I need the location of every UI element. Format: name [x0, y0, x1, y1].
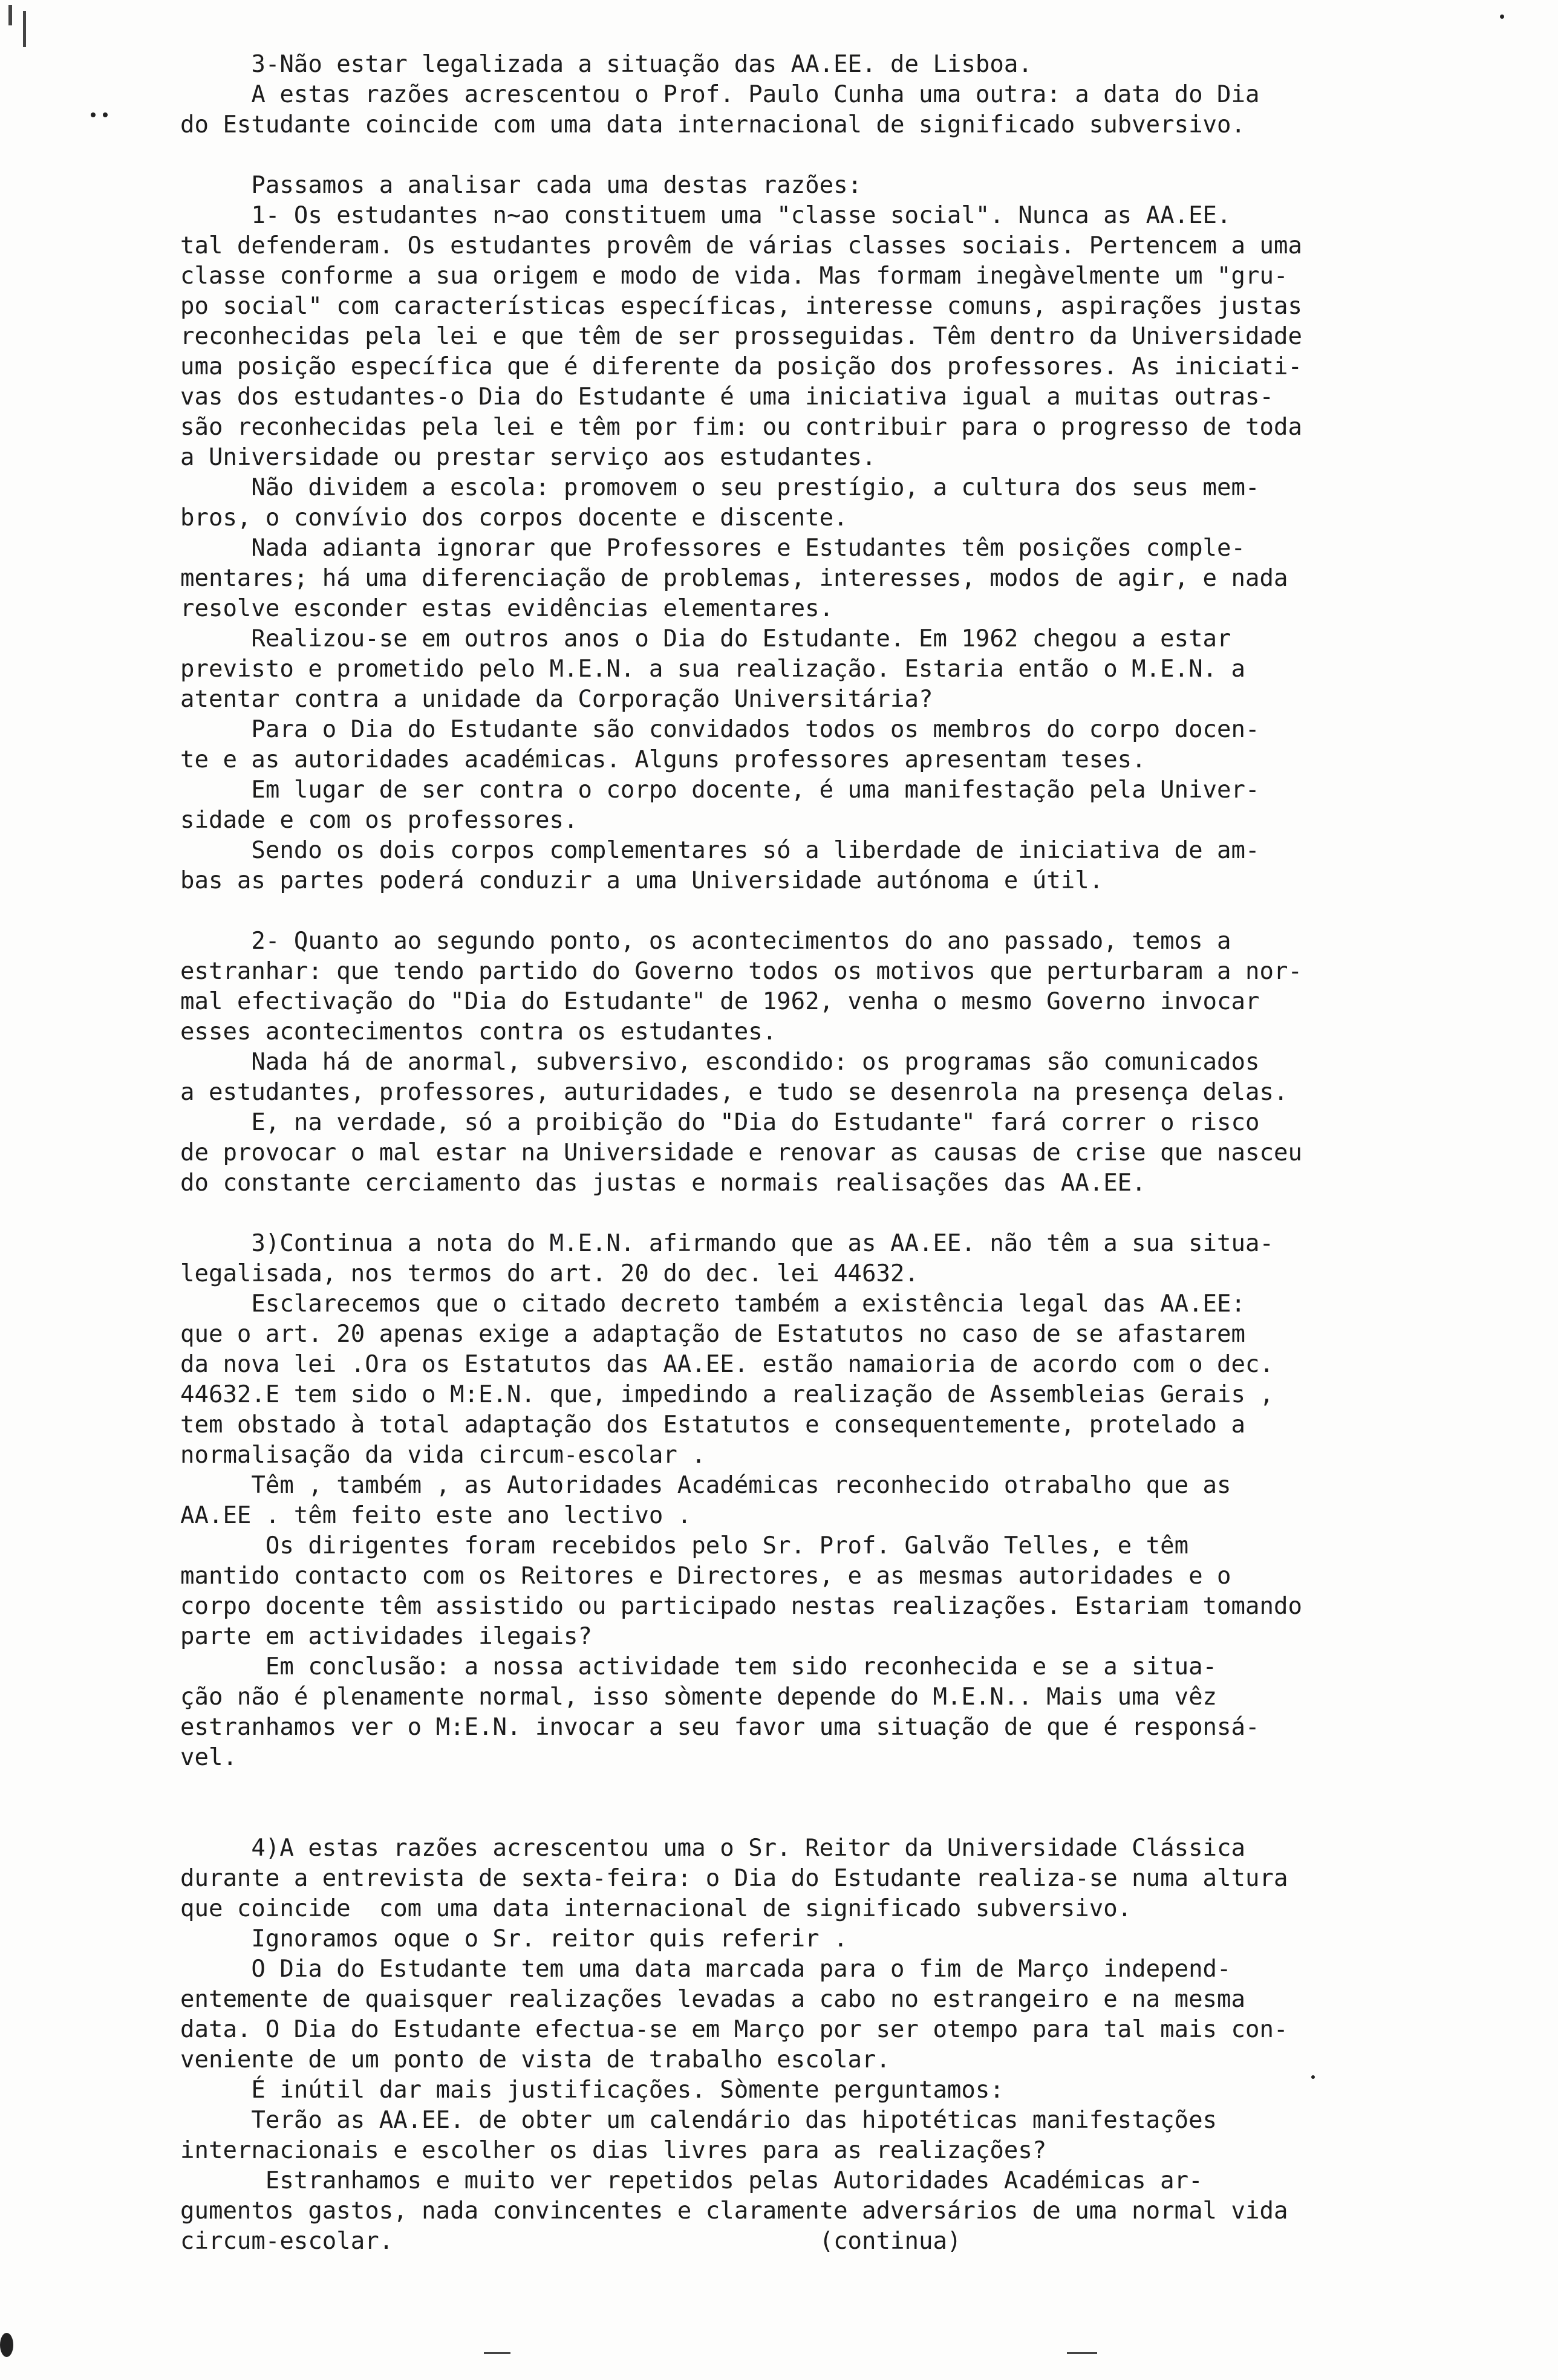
- text-line: circum-escolar. (continua): [180, 2228, 962, 2255]
- text-line: Para o Dia do Estudante são convidados todos os membros do corpo docen-: [180, 716, 1260, 743]
- text-line: são reconhecidas pela lei e têm por fim: ou contribuir para o progresso de toda: [180, 414, 1302, 441]
- text-line: te e as autoridades académicas. Alguns professores apresentam teses.: [180, 746, 1146, 773]
- text-line: mal efectivação do "Dia do Estudante" de 1962, venha o mesmo Governo invocar: [180, 988, 1260, 1015]
- text-line: gumentos gastos, nada convincentes e claramente adversários de uma normal vida: [180, 2197, 1288, 2225]
- text-line: internacionais e escolher os dias livres para as realizações?: [180, 2137, 1047, 2164]
- text-line: uma posição específica que é diferente da posição dos professores. As iniciati-: [180, 353, 1302, 380]
- text-line: durante a entrevista de sexta-feira: o Dia do Estudante realiza-se numa altura: [180, 1865, 1288, 1892]
- text-line: Não dividem a escola: promovem o seu prestígio, a cultura dos seus mem-: [180, 474, 1260, 501]
- text-line: atentar contra a unidade da Corporação Universitária?: [180, 686, 933, 713]
- text-line: Os dirigentes foram recebidos pelo Sr. Prof. Galvão Telles, e têm: [180, 1532, 1189, 1559]
- text-line: esses acontecimentos contra os estudantes.: [180, 1018, 777, 1045]
- text-line: parte em actividades ilegais?: [180, 1623, 592, 1650]
- text-line: A estas razões acrescentou o Prof. Paulo Cunha uma outra: a data do Dia: [180, 81, 1260, 108]
- text-line: [180, 140, 1468, 171]
- scan-speck: [0, 2333, 13, 2357]
- text-line: bros, o convívio dos corpos docente e discente.: [180, 504, 848, 532]
- text-line: corpo docente têm assistido ou participado nestas realizações. Estariam tomando: [180, 1593, 1302, 1620]
- text-line: vel.: [180, 1744, 237, 1771]
- scan-speck: [103, 112, 108, 117]
- text-line: Passamos a analisar cada uma destas razões:: [180, 172, 862, 199]
- text-line: O Dia do Estudante tem uma data marcada para o fim de Março independ-: [180, 1956, 1231, 1983]
- scan-speck: [1500, 15, 1504, 19]
- text-line: [180, 1773, 1468, 1803]
- document-text: [180, 50, 1468, 2257]
- text-line: legalisada, nos termos do art. 20 do dec. lei 44632.: [180, 1260, 919, 1287]
- scan-dash: [484, 2352, 510, 2354]
- text-line: normalisação da vida circum-escolar .: [180, 1442, 706, 1469]
- text-line: reconhecidas pela lei e que têm de ser prosseguidas. Têm dentro da Universidade: [180, 323, 1302, 350]
- text-line: Em lugar de ser contra o corpo docente, é uma manifestação pela Univer-: [180, 776, 1260, 804]
- text-line: [180, 1198, 1468, 1229]
- text-line: AA.EE . têm feito este ano lectivo .: [180, 1502, 692, 1529]
- text-line: Esclarecemos que o citado decreto também a existência legal das AA.EE:: [180, 1290, 1245, 1318]
- text-line: estranhar: que tendo partido do Governo todos os motivos que perturbaram a nor-: [180, 958, 1302, 985]
- text-line: a estudantes, professores, auturidades, e tudo se desenrola na presença delas.: [180, 1079, 1288, 1106]
- text-line: classe conforme a sua origem e modo de vida. Mas formam inegàvelmente um "gru-: [180, 262, 1288, 290]
- text-line: do Estudante coincide com uma data internacional de significado subversivo.: [180, 111, 1245, 138]
- text-line: que o art. 20 apenas exige a adaptação de Estatutos no caso de se afastarem: [180, 1321, 1245, 1348]
- text-line: Estranhamos e muito ver repetidos pelas Autoridades Académicas ar-: [180, 2167, 1203, 2194]
- text-line: [180, 1803, 1468, 1833]
- text-line: 4)A estas razões acrescentou uma o Sr. Reitor da Universidade Clássica: [180, 1835, 1245, 1862]
- text-line: Têm , também , as Autoridades Académicas reconhecido otrabalho que as: [180, 1472, 1231, 1499]
- text-line: do constante cerciamento das justas e normais realisações das AA.EE.: [180, 1169, 1146, 1197]
- text-line: que coincide com uma data internacional de significado subversivo.: [180, 1895, 1132, 1922]
- text-line: Em conclusão: a nossa actividade tem sido reconhecida e se a situa-: [180, 1653, 1217, 1680]
- text-line: veniente de um ponto de vista de trabalho escolar.: [180, 2046, 890, 2073]
- text-line: 44632.E tem sido o M:E.N. que, impedindo a realização de Assembleias Gerais ,: [180, 1381, 1274, 1408]
- text-line: Nada há de anormal, subversivo, escondido: os programas são comunicados: [180, 1049, 1260, 1076]
- text-line: previsto e prometido pelo M.E.N. a sua realização. Estaria então o M.E.N. a: [180, 655, 1245, 683]
- text-line: da nova lei .Ora os Estatutos das AA.EE. estão namaioria de acordo com o dec.: [180, 1351, 1274, 1378]
- text-line: 2- Quanto ao segundo ponto, os acontecimentos do ano passado, temos a: [180, 928, 1231, 955]
- text-line: vas dos estudantes-o Dia do Estudante é uma iniciativa igual a muitas outras-: [180, 383, 1274, 411]
- text-line: po social" com características específicas, interesse comuns, aspirações justas: [180, 293, 1302, 320]
- text-line: resolve esconder estas evidências elementares.: [180, 595, 834, 622]
- scan-speck: [91, 112, 96, 117]
- text-line: Sendo os dois corpos complementares só a liberdade de iniciativa de am-: [180, 837, 1260, 864]
- text-line: ção não é plenamente normal, isso sòmente depende do M.E.N.. Mais uma vêz: [180, 1683, 1217, 1711]
- text-line: bas as partes poderá conduzir a uma Universidade autónoma e útil.: [180, 867, 1104, 894]
- text-line: 3-Não estar legalizada a situação das AA.EE. de Lisboa.: [180, 51, 1032, 78]
- text-line: sidade e com os professores.: [180, 807, 578, 834]
- text-line: mantido contacto com os Reitores e Directores, e as mesmas autoridades e o: [180, 1562, 1231, 1590]
- scan-dash: [1067, 2352, 1097, 2354]
- scan-mark: [8, 5, 12, 25]
- text-line: a Universidade ou prestar serviço aos estudantes.: [180, 444, 876, 471]
- text-line: 3)Continua a nota do M.E.N. afirmando que as AA.EE. não têm a sua situa-: [180, 1230, 1274, 1257]
- text-line: É inútil dar mais justificações. Sòmente perguntamos:: [180, 2076, 1004, 2104]
- text-line: E, na verdade, só a proibição do "Dia do Estudante" fará correr o risco: [180, 1109, 1260, 1136]
- text-line: Terão as AA.EE. de obter um calendário das hipotéticas manifestações: [180, 2107, 1217, 2134]
- text-line: data. O Dia do Estudante efectua-se em Março por ser otempo para tal mais con-: [180, 2016, 1288, 2043]
- text-line: de provocar o mal estar na Universidade e renovar as causas de crise que nasceu: [180, 1139, 1302, 1166]
- text-line: estranhamos ver o M:E.N. invocar a seu favor uma situação de que é responsá-: [180, 1714, 1260, 1741]
- text-line: [180, 896, 1468, 926]
- text-line: tem obstado à total adaptação dos Estatutos e consequentemente, protelado a: [180, 1411, 1245, 1439]
- text-line: Ignoramos oque o Sr. reitor quis referir .: [180, 1925, 848, 1952]
- text-line: Realizou-se em outros anos o Dia do Estudante. Em 1962 chegou a estar: [180, 625, 1231, 652]
- text-line: Nada adianta ignorar que Professores e Estudantes têm posições comple-: [180, 535, 1245, 562]
- text-line: entemente de quaisquer realizações levadas a cabo no estrangeiro e na mesma: [180, 1986, 1245, 2013]
- text-line: mentares; há uma diferenciação de problemas, interesses, modos de agir, e nada: [180, 565, 1288, 592]
- text-line: 1- Os estudantes n~ao constituem uma "classe social". Nunca as AA.EE.: [180, 202, 1231, 229]
- text-line: tal defenderam. Os estudantes provêm de várias classes sociais. Pertencem a uma: [180, 232, 1302, 259]
- scan-mark: [23, 11, 26, 47]
